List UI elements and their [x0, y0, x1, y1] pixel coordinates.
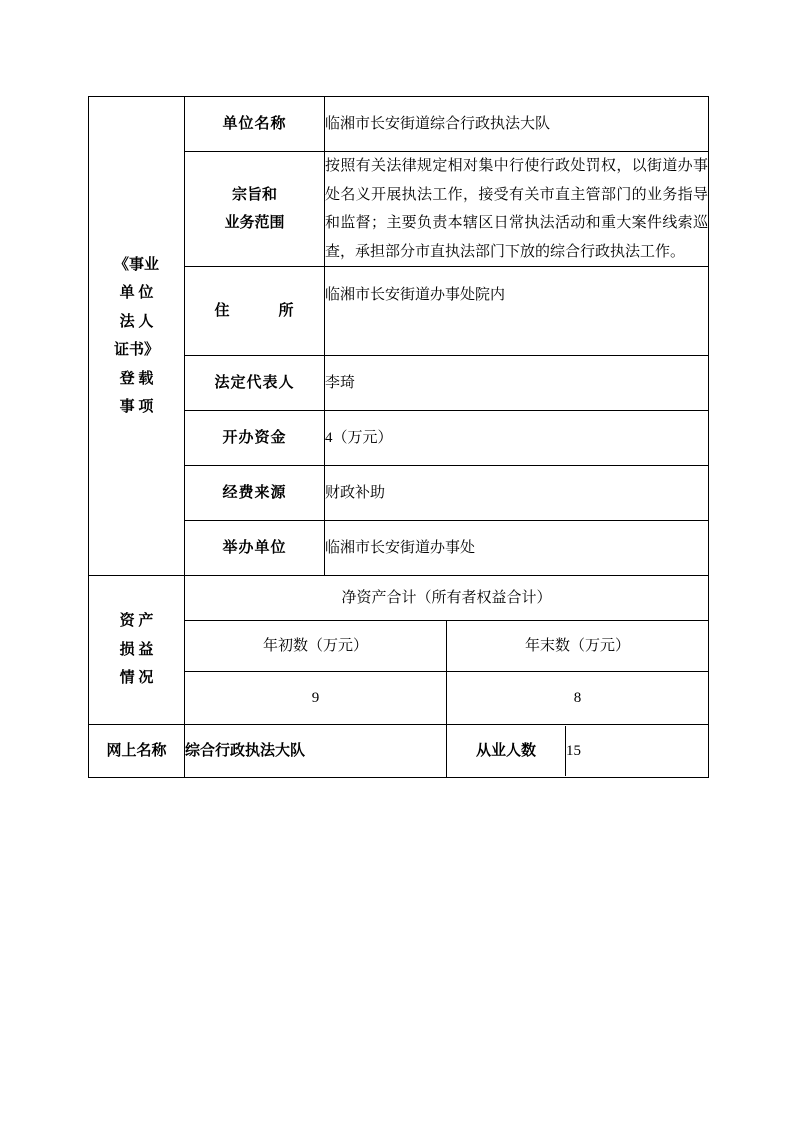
table-row-net-asset-title: [89, 576, 709, 621]
staff-label: 从业人数: [447, 726, 566, 776]
net-asset-title: 净资产合计（所有者权益合计）: [185, 576, 709, 621]
funding-value: 财政补助: [325, 466, 709, 521]
asset-label-line-2: 损 益: [119, 641, 154, 658]
year-end-label: 年末数（万元）: [447, 621, 709, 672]
capital-value: 4（万元）: [325, 411, 709, 466]
table-row-online-name: [89, 725, 709, 778]
unit-name-value: 临湘市长安街道综合行政执法大队: [325, 97, 709, 152]
funding-label: 经费来源: [185, 466, 325, 521]
purpose-label-line-2: 业务范围: [224, 215, 285, 231]
certificate-label-line-2: 单 位: [119, 285, 154, 301]
unit-name-label: 单位名称: [185, 97, 325, 152]
certificate-label-line-3: 法 人: [119, 313, 154, 330]
organizer-label: 举办单位: [185, 521, 325, 576]
purpose-value: 按照有关法律规定相对集中行使行政处罚权，以街道办事处名义开展执法工作，接受有关市直主管部门的业务指导和监督；主要负责本辖区日常执法活动和重大案件线索巡查，承担部分市直执法部门下放的综合行政执法工作。: [325, 152, 709, 267]
legal-rep-value: 李琦: [325, 356, 709, 411]
organizer-value: 临湘市长安街道办事处: [325, 521, 709, 576]
online-name-value: 综合行政执法大队: [185, 725, 447, 778]
address-label: 住 所: [185, 267, 325, 356]
certificate-label-line-1: 《事业: [113, 256, 159, 273]
online-name-label: 网上名称: [89, 725, 185, 778]
capital-label: 开办资金: [185, 411, 325, 466]
registration-table: [88, 96, 709, 778]
year-end-value: 8: [447, 672, 709, 725]
certificate-label-line-4: 证书》: [113, 342, 159, 358]
certificate-label-line-6: 事 项: [119, 399, 154, 415]
purpose-label: [185, 152, 325, 267]
year-begin-value: 9: [185, 672, 447, 725]
staff-value: 15: [566, 742, 581, 759]
certificate-label-line-5: 登 载: [119, 370, 154, 387]
legal-rep-label: 法定代表人: [185, 356, 325, 411]
purpose-label-line-1: 宗旨和: [231, 186, 277, 203]
certificate-section-label: [89, 97, 185, 576]
asset-label-line-1: 资 产: [119, 613, 154, 630]
year-begin-label: 年初数（万元）: [185, 621, 447, 672]
table-row-unit-name: [89, 97, 709, 152]
asset-label-line-3: 情 况: [119, 670, 154, 687]
address-value: 临湘市长安街道办事处院内: [325, 267, 709, 356]
staff-cell: [447, 725, 709, 778]
asset-section-label: [89, 576, 185, 725]
